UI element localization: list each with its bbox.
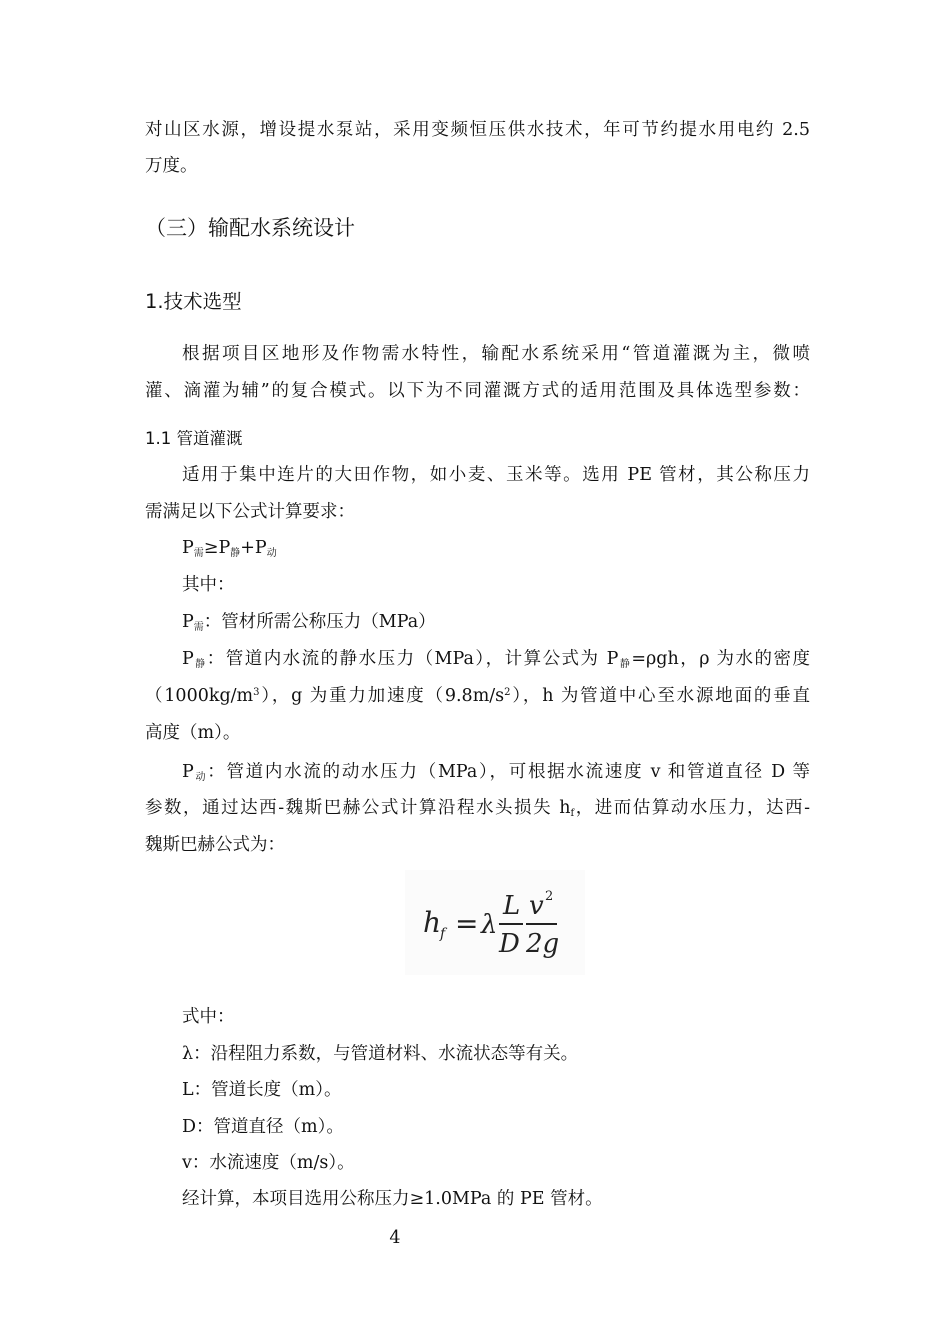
- definition-p-dynamic-line2: 参数，通过达西-魏斯巴赫公式计算沿程水头损失 hf，进而估算动水压力，达西-: [145, 798, 810, 819]
- formula-f: f: [440, 926, 446, 942]
- variable-v: v：水流速度（m/s）。: [182, 1153, 355, 1173]
- subsubsection-heading: 1.1 管道灌溉: [145, 429, 243, 448]
- equation-pressure: P需≥P静+P动: [182, 538, 277, 559]
- paragraph-line: 根据项目区地形及作物需水特性，输配水系统采用“管道灌溉为主，微喷: [182, 344, 810, 364]
- formula-L: L: [503, 891, 521, 921]
- definition-p-dynamic-line3: 魏斯巴赫公式为：: [145, 835, 285, 855]
- variable-L: L：管道长度（m）。: [182, 1080, 342, 1100]
- formula-v-exponent: 2: [545, 889, 554, 904]
- formula-2g: 2g: [526, 929, 560, 959]
- definition-p-static: P静：管道内水流的静水压力（MPa），计算公式为 P静=ρgh，ρ 为水的密度: [182, 649, 810, 670]
- darcy-weisbach-formula: [405, 870, 585, 975]
- paragraph-line: 万度。: [145, 156, 198, 176]
- formula-D: D: [499, 929, 520, 959]
- formula-equals: =: [455, 907, 479, 940]
- where-label: 其中：: [182, 575, 235, 595]
- definition-p-dynamic: P动：管道内水流的动水压力（MPa），可根据水流速度 v 和管道直径 D 等: [182, 762, 810, 783]
- conclusion-line: 经计算，本项目选用公称压力≥1.0MPa 的 PE 管材。: [182, 1189, 603, 1209]
- paragraph-line: 需满足以下公式计算要求：: [145, 502, 355, 522]
- variable-D: D：管道直径（m）。: [182, 1117, 344, 1137]
- subsection-heading: 1.技术选型: [145, 290, 242, 313]
- definition-p-static-line3: 高度（m）。: [145, 723, 241, 743]
- page-number: 4: [389, 1228, 401, 1248]
- paragraph-line: 灌、滴灌为辅”的复合模式。以下为不同灌溉方式的适用范围及具体选型参数：: [145, 381, 810, 401]
- paragraph-line: 对山区水源，增设提水泵站，采用变频恒压供水技术，年可节约提水用电约 2.5: [145, 120, 810, 140]
- where-label: 式中：: [182, 1007, 235, 1027]
- definition-p-need: P需：管材所需公称压力（MPa）: [182, 612, 436, 633]
- formula-h: h: [423, 906, 442, 939]
- formula-lambda: λ: [481, 910, 498, 940]
- formula-v: v: [529, 891, 544, 921]
- section-heading: （三）输配水系统设计: [145, 216, 355, 240]
- definition-p-static-line2: $(1000kg/m^3)$，g 为重力加速度$(9.8m/s^2)$，h 为管道中心至水源地面的垂直: [145, 686, 810, 706]
- formula-image: [405, 870, 585, 975]
- variable-lambda: λ：沿程阻力系数，与管道材料、水流状态等有关。: [182, 1044, 579, 1064]
- paragraph-line: 适用于集中连片的大田作物，如小麦、玉米等。选用 PE 管材，其公称压力: [182, 465, 810, 485]
